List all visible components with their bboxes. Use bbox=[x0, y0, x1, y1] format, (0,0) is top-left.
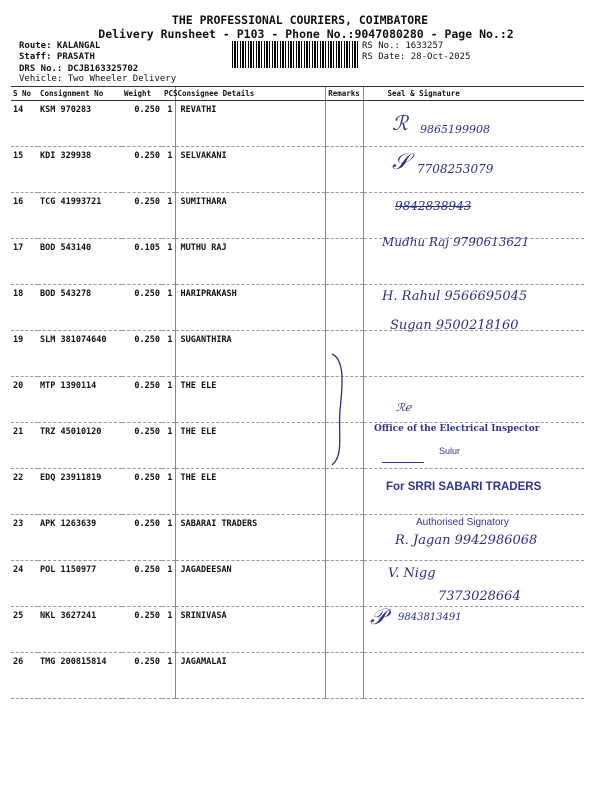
row-consignee: REVATHI bbox=[175, 101, 325, 147]
row-pcs: 1 bbox=[162, 239, 175, 285]
row-consignee: SELVAKANI bbox=[175, 147, 325, 193]
row-weight: 0.250 bbox=[122, 515, 162, 561]
row-consignment-no: NKL 3627241 bbox=[38, 607, 122, 653]
signature-r16: 9842838943 bbox=[395, 199, 472, 213]
row-consignee: THE ELE bbox=[175, 377, 325, 423]
row-consignee: SABARAI TRADERS bbox=[175, 515, 325, 561]
row-pcs: 1 bbox=[162, 469, 175, 515]
row-weight: 0.250 bbox=[122, 423, 162, 469]
row-signature bbox=[363, 607, 584, 653]
row-consignment-no: BOD 543140 bbox=[38, 239, 122, 285]
signature-r25-phone: 7373028664 bbox=[438, 589, 521, 604]
row-sno: 14 bbox=[11, 101, 38, 147]
row-remarks bbox=[325, 193, 363, 239]
row-pcs: 1 bbox=[162, 147, 175, 193]
signature-r17: Mudhu Raj 9790613621 bbox=[382, 235, 530, 249]
row-weight: 0.250 bbox=[122, 653, 162, 699]
row-sno: 26 bbox=[11, 653, 38, 699]
row-sno: 18 bbox=[11, 285, 38, 331]
row-signature bbox=[363, 653, 584, 699]
table-row bbox=[11, 193, 584, 239]
row-pcs: 1 bbox=[162, 193, 175, 239]
row-consignment-no: KDI 329938 bbox=[38, 147, 122, 193]
row-remarks bbox=[325, 285, 363, 331]
row-remarks bbox=[325, 469, 363, 515]
row-sno: 17 bbox=[11, 239, 38, 285]
table-row bbox=[11, 377, 584, 423]
row-sno: 24 bbox=[11, 561, 38, 607]
row-consignment-no: TRZ 45010120 bbox=[38, 423, 122, 469]
header-signature: Seal & Signature bbox=[363, 87, 584, 101]
route-label: Route: KALANGAL bbox=[19, 41, 101, 51]
barcode bbox=[232, 41, 358, 68]
signature-r25-name: V. Nigg bbox=[388, 566, 436, 581]
signature-scribble: ℛ bbox=[392, 111, 408, 135]
signature-scribble: 𝒫 bbox=[370, 605, 386, 630]
row-remarks bbox=[325, 515, 363, 561]
row-weight: 0.250 bbox=[122, 101, 162, 147]
row-consignee: SUGANTHIRA bbox=[175, 331, 325, 377]
row-weight: 0.250 bbox=[122, 377, 162, 423]
row-pcs: 1 bbox=[162, 331, 175, 377]
row-consignment-no: APK 1263639 bbox=[38, 515, 122, 561]
electrical-stamp-location: Sulur bbox=[439, 446, 461, 456]
row-consignee: JAGAMALAI bbox=[175, 653, 325, 699]
row-pcs: 1 bbox=[162, 423, 175, 469]
row-sno: 22 bbox=[11, 469, 38, 515]
row-weight: 0.250 bbox=[122, 469, 162, 515]
row-consignment-no: BOD 543278 bbox=[38, 285, 122, 331]
stamp-underline bbox=[382, 462, 424, 463]
row-sno: 23 bbox=[11, 515, 38, 561]
row-consignee: THE ELE bbox=[175, 469, 325, 515]
signature-r19: Sugan 9500218160 bbox=[390, 318, 519, 333]
table-row bbox=[11, 147, 584, 193]
header-remarks: Remarks bbox=[325, 87, 363, 101]
row-signature bbox=[363, 377, 584, 423]
header-sno: S No bbox=[11, 87, 38, 101]
table-header-row bbox=[11, 87, 584, 101]
signature-scribble: 𝒮 bbox=[392, 150, 410, 175]
row-pcs: 1 bbox=[162, 607, 175, 653]
table-row bbox=[11, 101, 584, 147]
row-consignee: JAGADEESAN bbox=[175, 561, 325, 607]
row-consignment-no: EDQ 23911819 bbox=[38, 469, 122, 515]
row-signature bbox=[363, 331, 584, 377]
row-pcs: 1 bbox=[162, 561, 175, 607]
vehicle-label: Vehicle: Two Wheeler Delivery bbox=[19, 74, 177, 84]
signature-r14: 9865199908 bbox=[420, 123, 490, 136]
row-weight: 0.250 bbox=[122, 285, 162, 331]
row-pcs: 1 bbox=[162, 653, 175, 699]
header-consignee: Consignee Details bbox=[175, 87, 325, 101]
row-weight: 0.250 bbox=[122, 147, 162, 193]
signature-r18: H. Rahul 9566695045 bbox=[382, 289, 528, 304]
row-weight: 0.105 bbox=[122, 239, 162, 285]
row-consignment-no: POL 1150977 bbox=[38, 561, 122, 607]
electrical-inspector-stamp: Office of the Electrical Inspector bbox=[374, 424, 540, 434]
table-row bbox=[11, 607, 584, 653]
row-sno: 16 bbox=[11, 193, 38, 239]
row-consignment-no: KSM 970283 bbox=[38, 101, 122, 147]
row-weight: 0.250 bbox=[122, 193, 162, 239]
row-consignment-no: SLM 381074640 bbox=[38, 331, 122, 377]
signature-r26: 9843813491 bbox=[398, 612, 462, 623]
row-consignee: SUMITHARA bbox=[175, 193, 325, 239]
signature-scribble: ℛℯ bbox=[396, 401, 412, 414]
signature-r15: 7708253079 bbox=[417, 162, 494, 176]
authorised-signatory-label: Authorised Signatory bbox=[416, 517, 509, 528]
company-title: THE PROFESSIONAL COURIERS, COIMBATORE bbox=[171, 13, 429, 27]
row-remarks bbox=[325, 561, 363, 607]
row-sno: 15 bbox=[11, 147, 38, 193]
header-pcs: PCS bbox=[162, 87, 175, 101]
table-row bbox=[11, 653, 584, 699]
row-consignee: MUTHU RAJ bbox=[175, 239, 325, 285]
row-pcs: 1 bbox=[162, 515, 175, 561]
runsheet-table bbox=[11, 86, 584, 699]
bracket-mark bbox=[328, 350, 354, 470]
header-consignment: Consignment No bbox=[38, 87, 122, 101]
runsheet-subtitle: Delivery Runsheet - P103 - Phone No.:9047080280 - Page No.:2 bbox=[98, 27, 514, 41]
staff-label: Staff: PRASATH bbox=[19, 52, 95, 62]
sabari-traders-stamp: For SRRI SABARI TRADERS bbox=[386, 481, 542, 493]
row-remarks bbox=[325, 653, 363, 699]
row-pcs: 1 bbox=[162, 285, 175, 331]
row-sno: 21 bbox=[11, 423, 38, 469]
row-weight: 0.250 bbox=[122, 561, 162, 607]
row-consignment-no: TCG 41993721 bbox=[38, 193, 122, 239]
row-weight: 0.250 bbox=[122, 331, 162, 377]
row-sno: 20 bbox=[11, 377, 38, 423]
header-weight: Weight bbox=[122, 87, 162, 101]
row-sno: 19 bbox=[11, 331, 38, 377]
row-remarks bbox=[325, 147, 363, 193]
rs-number: RS No.: 1633257 bbox=[362, 41, 444, 51]
row-consignment-no: TMG 200815814 bbox=[38, 653, 122, 699]
drs-number: DRS No.: DCJB163325702 bbox=[19, 64, 139, 74]
rs-date: RS Date: 28-Oct-2025 bbox=[362, 52, 471, 62]
row-remarks bbox=[325, 607, 363, 653]
row-consignee: SRINIVASA bbox=[175, 607, 325, 653]
row-consignee: HARIPRAKASH bbox=[175, 285, 325, 331]
row-consignment-no: MTP 1390114 bbox=[38, 377, 122, 423]
row-weight: 0.250 bbox=[122, 607, 162, 653]
row-remarks bbox=[325, 239, 363, 285]
row-pcs: 1 bbox=[162, 101, 175, 147]
row-pcs: 1 bbox=[162, 377, 175, 423]
signature-r24: R. Jagan 9942986068 bbox=[395, 533, 538, 548]
row-consignee: THE ELE bbox=[175, 423, 325, 469]
row-remarks bbox=[325, 101, 363, 147]
row-sno: 25 bbox=[11, 607, 38, 653]
table-row bbox=[11, 331, 584, 377]
